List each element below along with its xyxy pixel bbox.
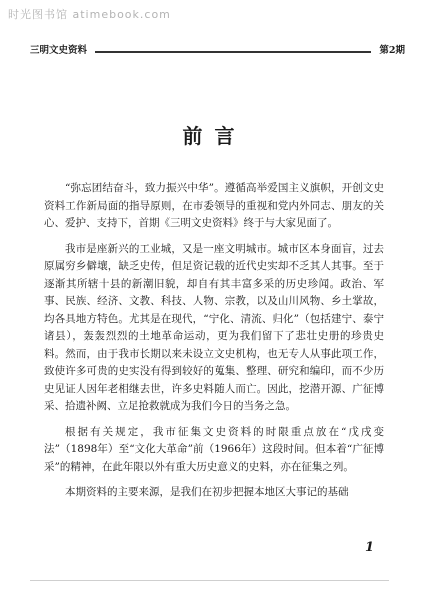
watermark: 时光图书馆 atimebook.com	[8, 8, 171, 21]
running-header	[30, 42, 405, 56]
paragraph: “弥忘团结奋斗，致力振兴中华”。遵循高举爱国主义旗帜，开创文史资料工作新局面的指导原则，在市委领导的重视和党内外同志、朋友的关心、爱护、支持下，首期《三明文史资料》终于与大家见面了。	[44, 182, 384, 229]
issue-number: 第2期	[379, 45, 405, 56]
paragraph: 我市是座新兴的工业城，又是一座文明城市。城市区本身面盲，过去原属穷乡僻壤，缺乏史传，但足资记载的近代史实却不乏其人其事。至于逐渐其所辖十县的新潮旧貌，却自有其丰富多采的历史珍闻。政治、军事、民族、经济、文教、科技、人物、宗教，以及山川风物、乡土掌故，均各具地方特色。尤其是在现代，“宁化、清流、归化”（包括建宁、泰宁诸县），轰轰烈烈的土地革命运动，更为我们留下了悲壮史册的珍贵史料。然而，由于我市长期以来未设立文史机构，也无专人从事此项工作，致使许多可贵的史实没有得到较好的蒐集、整理、研究和编印，而不少历史见证人因年老相继去世，许多史料随人而亡。因此，挖潜开源、广征博采、拾遗补阙、立足抢救就成为我们今日的当务之急。	[44, 242, 384, 412]
paragraph: 本期资料的主要来源，是我们在初步把握本地区大事记的基础	[65, 486, 349, 498]
page-number: 1	[365, 540, 375, 555]
page-title: 前言	[182, 124, 247, 148]
header-rule	[95, 51, 371, 53]
paragraph: 根据有关规定，我市征集文史资料的时限重点放在“戊戌变法”（1898年）至“文化大革命”前（1966年）这段时间。但本着“广征博采”的精神，在此年限以外有重大历史意义的史料，亦在征集之列。	[44, 425, 384, 473]
body-text	[44, 180, 384, 510]
bottom-rule	[30, 580, 389, 581]
journal-name: 三明文史资料	[30, 45, 88, 56]
